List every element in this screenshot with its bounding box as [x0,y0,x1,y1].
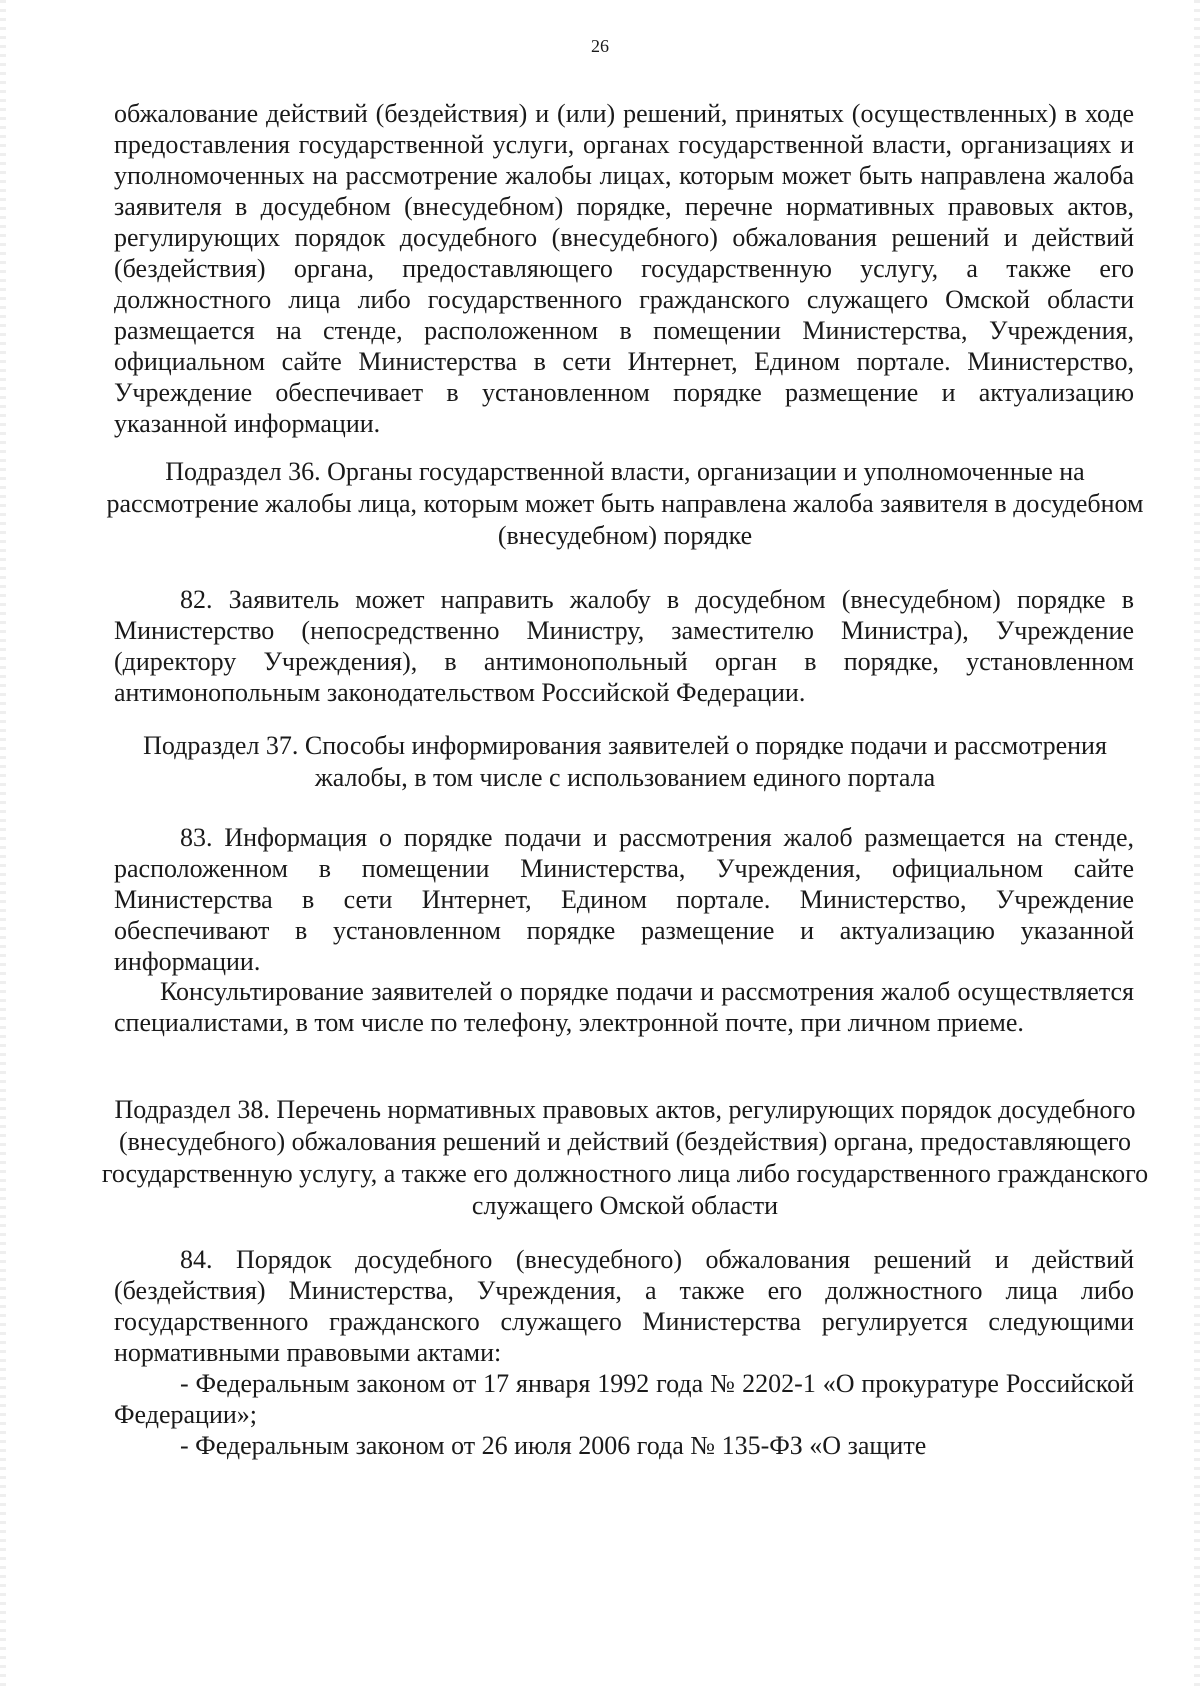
law-item-1: - Федеральным законом от 17 января 1992 года № 2202-1 «О прокуратуре Российской Федерации»; [114,1369,1134,1429]
subsection-36-heading: Подраздел 36. Органы государственной власти, организации и уполномоченные на рассмотрение жалобы лица, которым может быть направлена жалоба заявителя в досудебном (внесудебном) порядке [106,457,1144,550]
scan-edge-right [1194,0,1200,1686]
paragraph-82: 82. Заявитель может направить жалобу в досудебном (внесудебном) порядке в Министерство (непосредственно Министру, заместителю Министра), Учреждение (директору Учреждения), в антимонопольный орган в порядке, установленном антимонопольным законодательством Российской Федерации. [114,585,1134,707]
paragraph-84: 84. Порядок досудебного (внесудебного) обжалования решений и действий (бездействия) Министерства, Учреждения, а также его должностного лица либо государственного гражданского служащего Министерства регулируется следующими нормативными правовыми актами: [114,1245,1134,1367]
scan-edge-left [0,0,6,1686]
page-number: 26 [591,36,609,56]
paragraph-83-consultation: Консультирование заявителей о порядке подачи и рассмотрения жалоб осуществляется специалистами, в том числе по телефону, электронной почте, при личном приеме. [114,977,1134,1037]
paragraph-83: 83. Информация о порядке подачи и рассмотрения жалоб размещается на стенде, расположенном в помещении Министерства, Учреждения, официальном сайте Министерства в сети Интернет, Едином портале. Министерство, Учреждение обеспечивают в установленном порядке размещение и актуализацию указанной информации. [114,823,1134,976]
subsection-37-heading: Подраздел 37. Способы информирования заявителей о порядке подачи и рассмотрения жалобы, в том числе с использованием единого портала [143,731,1107,792]
intro-paragraph: обжалование действий (бездействия) и (или) решений, принятых (осуществленных) в ходе предоставления государственной услуги, органах государственной власти, организациях и уполномоченных на рассмотрение жалобы лицах, которым может быть направлена жалоба заявителя в досудебном (внесудебном) порядке, перечне нормативных правовых актов, регулирующих порядок досудебного (внесудебного) обжалования решений и действий (бездействия) органа, предоставляющего государственную услугу, а также его должностного лица либо государственного гражданского служащего Омской области размещается на стенде, расположенном в помещении Министерства, Учреждения, официальном сайте Министерства в сети Интернет, Едином портале. Министерство, Учреждение обеспечивает в установленном порядке размещение и актуализацию указанной информации. [114,99,1134,438]
subsection-38-heading: Подраздел 38. Перечень нормативных правовых актов, регулирующих порядок досудебного (внесудебного) обжалования решений и действий (бездействия) органа, предоставляющего государственную услугу, а также его должностного лица либо государственного гражданского служащего Омской области [101,1095,1149,1220]
law-item-2: - Федеральным законом от 26 июля 2006 года № 135-ФЗ «О защите [180,1431,927,1460]
